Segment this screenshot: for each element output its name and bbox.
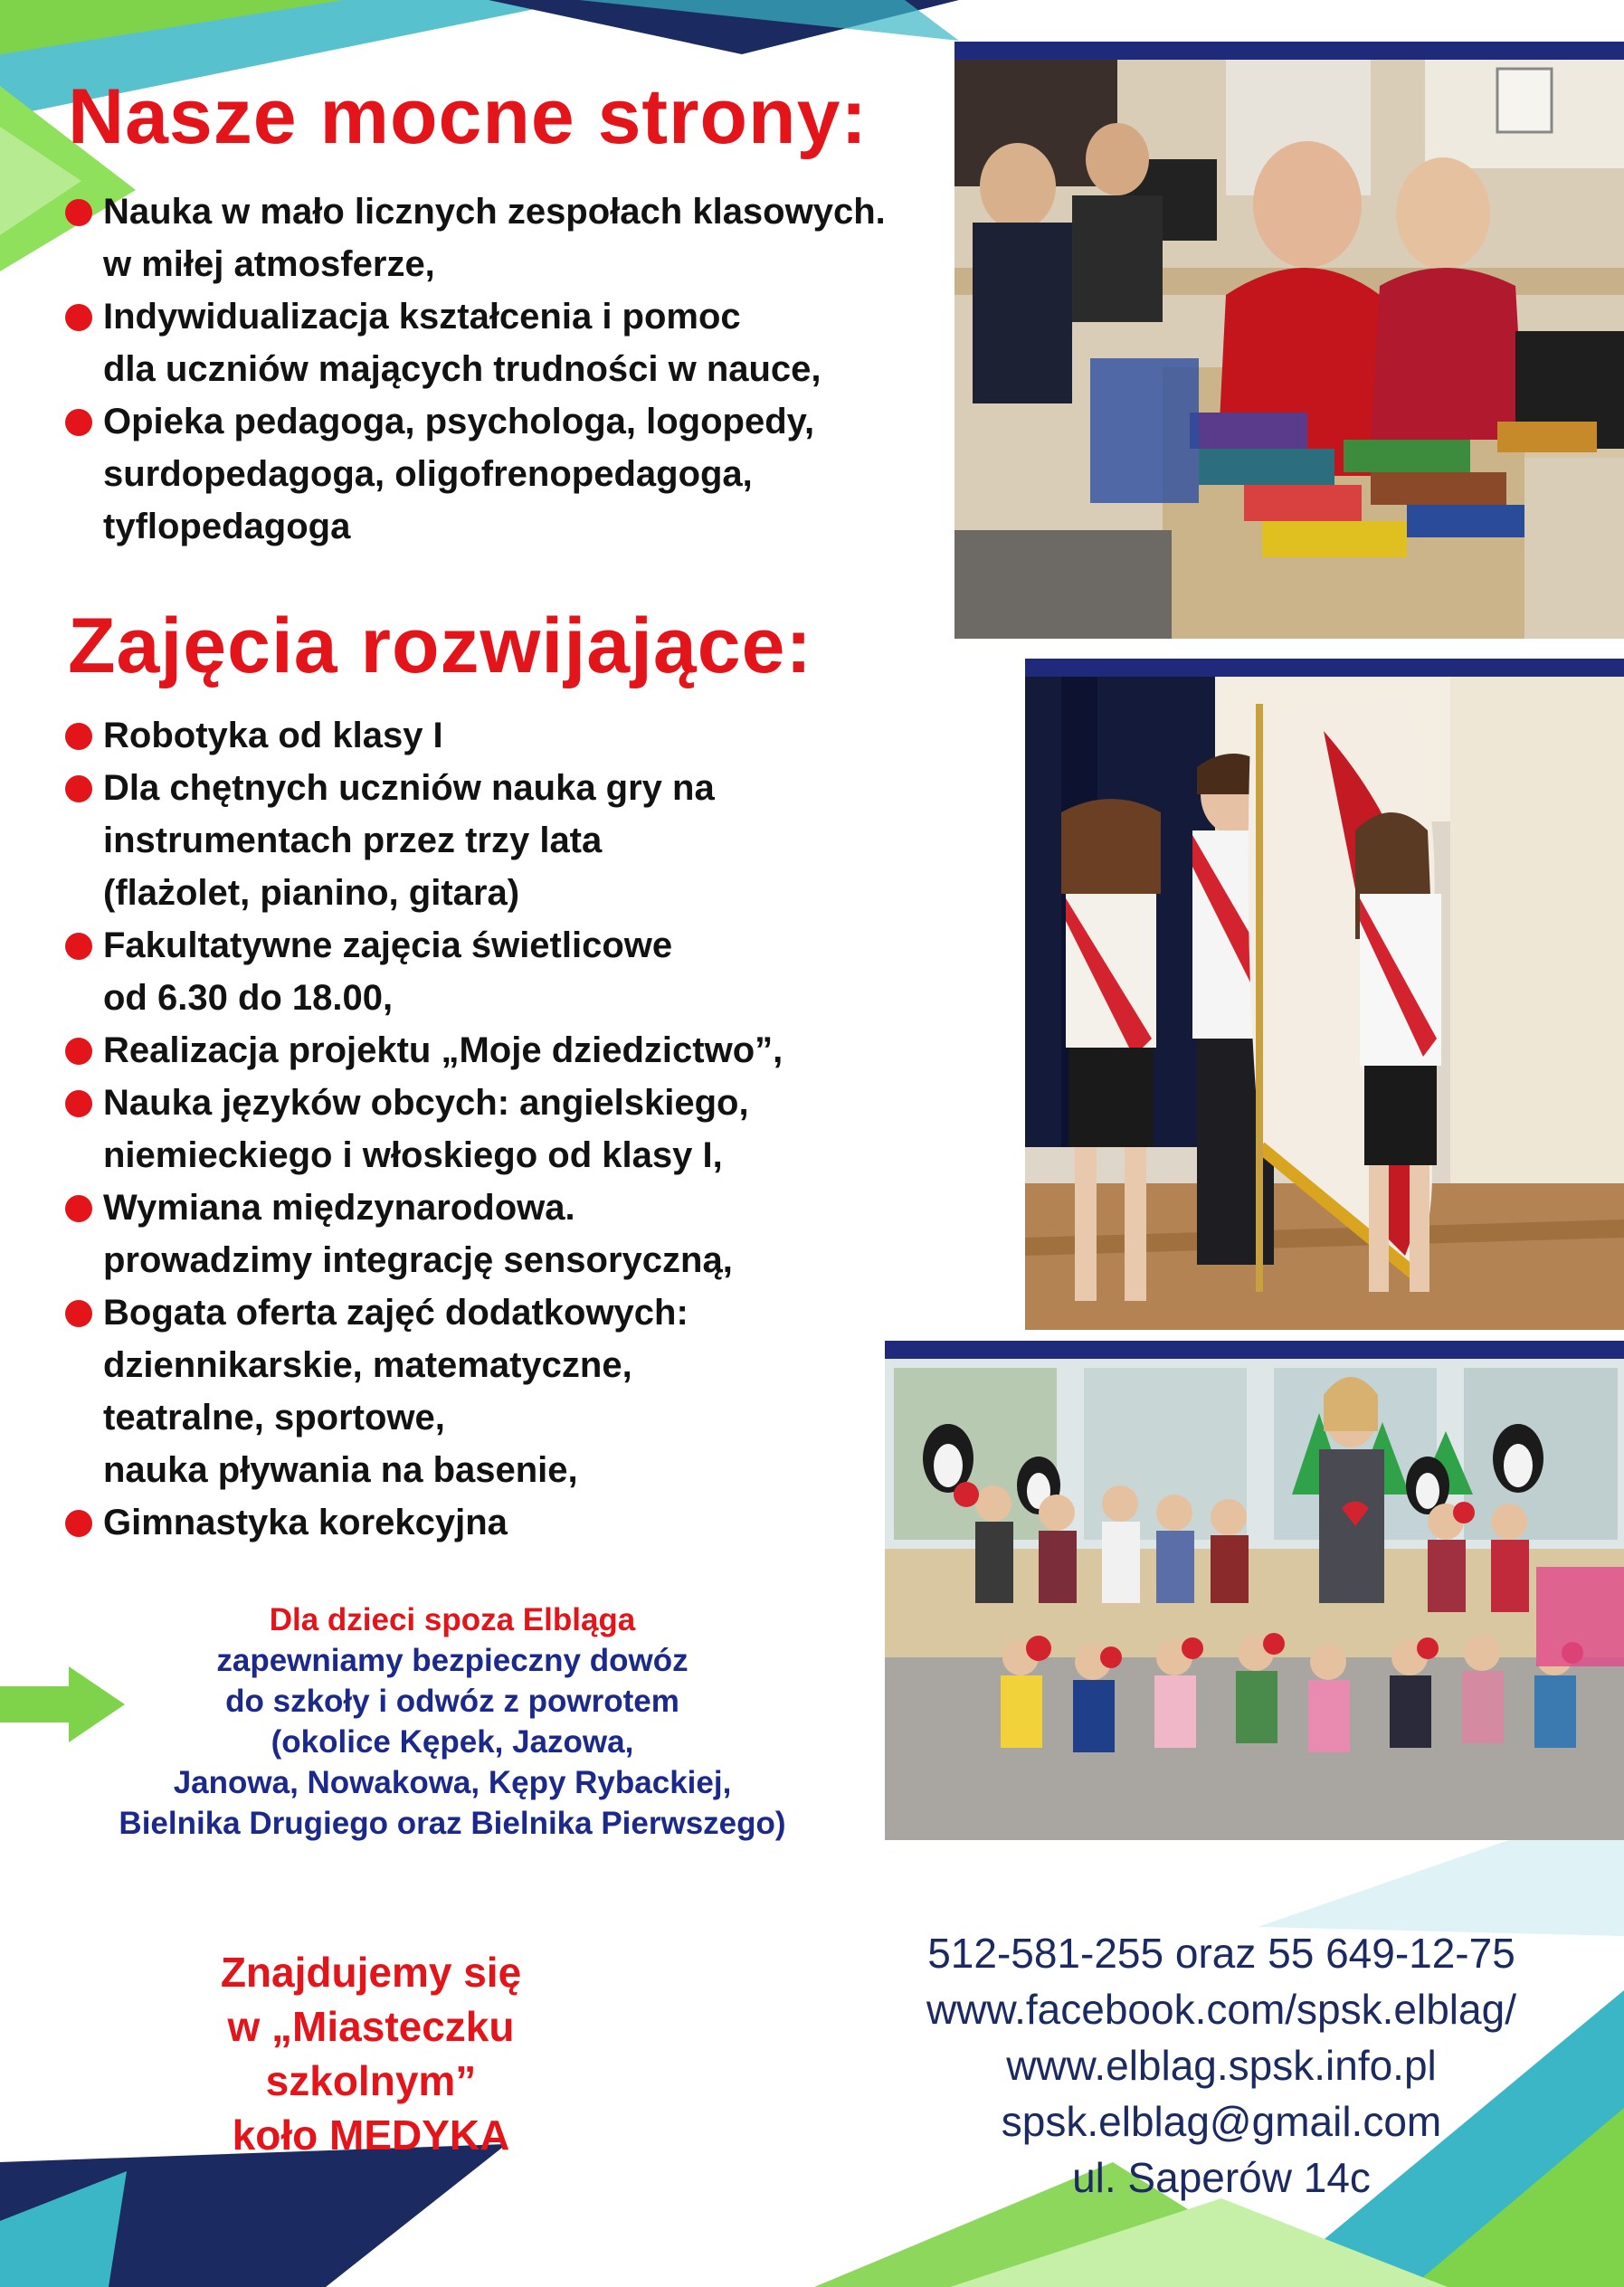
photo-library <box>954 42 1624 639</box>
transport-info <box>36 1599 869 1844</box>
contact-website[interactable]: www.elblag.spsk.info.pl <box>1006 2042 1437 2089</box>
list-item: Realizacja projektu „Moje dziedzictwo”, <box>65 1024 783 1077</box>
strengths-heading: Nasze mocne strony: <box>68 73 869 160</box>
transport-title: Dla dzieci spoza Elbląga <box>269 1602 636 1637</box>
list-item: Robotyka od klasy I <box>65 709 783 762</box>
list-item: Fakultatywne zajęcia świetlicowe od 6.30 do 18.00, <box>65 919 783 1024</box>
photo-kindergarten-group <box>885 1341 1624 1840</box>
list-item: Indywidualizacja kształcenia i pomoc dla uczniów mających trudności w nauce, <box>65 290 886 395</box>
list-item: Gimnastyka korekcyjna <box>65 1496 783 1549</box>
contact-phones: 512-581-255 oraz 55 649-12-75 <box>927 1930 1515 1977</box>
list-item: Wymiana międzynarodowa. prowadzimy integrację sensoryczną, <box>65 1181 783 1286</box>
location-info: Znajdujemy się w „Miasteczku szkolnym” koło MEDYKA <box>220 1949 522 2159</box>
strengths-list <box>65 185 886 553</box>
photo-frame-bar <box>954 42 1624 60</box>
contact-email[interactable]: spsk.elblag@gmail.com <box>1001 2098 1442 2145</box>
photo-flag-bearers <box>1025 659 1624 1330</box>
list-item: Opieka pedagoga, psychologa, logopedy, surdopedagoga, oligofrenopedagoga, tyflopedagoga <box>65 395 886 553</box>
contact-facebook[interactable]: www.facebook.com/spsk.elblag/ <box>926 1986 1516 2033</box>
list-item: Dla chętnych uczniów nauka gry na instrumentach przez trzy lata (flażolet, pianino, gitara) <box>65 762 783 919</box>
photo-frame-bar <box>885 1341 1624 1359</box>
list-item: Nauka języków obcych: angielskiego, niemieckiego i włoskiego od klasy I, <box>65 1077 783 1181</box>
activities-list <box>65 709 783 1549</box>
contact-info <box>850 1925 1592 2206</box>
list-item: Nauka w mało licznych zespołach klasowych. w miłej atmosferze, <box>65 185 886 290</box>
list-item: Bogata oferta zajęć dodatkowych: dziennikarskie, matematyczne, teatralne, sportowe, nauka pływania na basenie, <box>65 1286 783 1496</box>
transport-details: zapewniamy bezpieczny dowóz do szkoły i odwóz z powrotem (okolice Kępek, Jazowa, Janowa, Nowakowa, Kępy Rybackiej, Bielnika Drugiego oraz Bielnika Pierwszego) <box>119 1643 786 1841</box>
contact-address: ul. Saperów 14c <box>1072 2154 1371 2201</box>
photo-frame-bar <box>1025 659 1624 677</box>
activities-heading: Zajęcia rozwijające: <box>68 603 813 689</box>
